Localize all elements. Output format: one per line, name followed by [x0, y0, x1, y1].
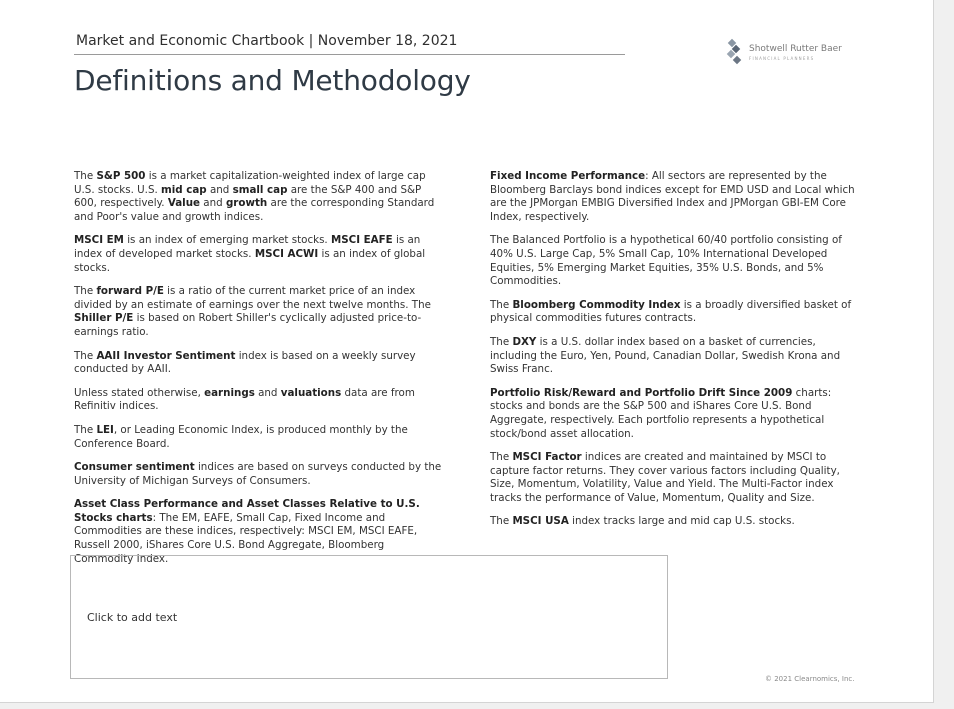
right-column	[490, 170, 865, 539]
definition-term: MSCI EM	[74, 234, 124, 247]
definition-term: LEI	[96, 423, 114, 436]
definition-text: and	[254, 386, 281, 399]
definition-term: Shiller P/E	[74, 312, 134, 325]
definition-text: is a ratio of the current market price of an index divided by an estimate of earnings over the next twelve months. The	[74, 285, 431, 311]
definition-text: is based on Robert Shiller's cyclically adjusted price-to-earnings ratio.	[74, 312, 422, 338]
logo-text: Shotwell Rutter Baer	[749, 44, 842, 54]
company-logo	[725, 38, 845, 70]
definition-text: The	[74, 170, 97, 182]
definition-text: charts: stocks and bonds are the S&P 500 and iShares Core U.S. Bond Aggregate, respectively. Each portfolio represents a hypothetical stock/bond asset allocation.	[490, 386, 832, 440]
definition-text: data are from Refinitiv indices.	[74, 386, 415, 413]
definition-text: is a market capitalization-weighted index of large cap U.S. stocks. U.S.	[74, 170, 426, 196]
definition-paragraph	[490, 299, 865, 326]
definition-term: Asset Class Performance and Asset Classes Relative to U.S. Stocks charts	[74, 498, 420, 524]
definition-text: is a U.S. dollar index based on a basket of currencies, including the Euro, Yen, Pound, Canadian Dollar, Swedish Krona and Swiss Franc.	[490, 335, 841, 376]
definition-text: : All sectors are represented by the Bloomberg Barclays bond indices except for EMD USD and Local which are the JPMorgan EMBIG Diversified Index and JPMorgan GBI-EM Core Index, respectively.	[490, 170, 855, 223]
header-title: Market and Economic Chartbook | November 18, 2021	[76, 33, 458, 49]
definition-text: , or Leading Economic Index, is produced monthly by the Conference Board.	[74, 423, 408, 450]
definition-term: MSCI Factor	[512, 451, 582, 464]
definition-text: The	[74, 285, 97, 298]
definition-paragraph	[490, 336, 865, 377]
definition-paragraph	[74, 461, 446, 488]
text-box-placeholder[interactable]: Click to add text	[87, 611, 178, 624]
definition-text: Unless stated otherwise,	[74, 386, 205, 399]
definition-term: MSCI ACWI	[254, 247, 319, 260]
definition-text: are the corresponding Standard and Poor's value and growth indices.	[74, 197, 435, 223]
definition-paragraph	[74, 285, 446, 339]
definition-paragraph	[490, 170, 865, 224]
page-title: Definitions and Methodology	[74, 64, 471, 97]
definition-paragraph	[74, 170, 446, 224]
definition-text: is a broadly diversified basket of physical commodities futures contracts.	[490, 298, 852, 325]
header-divider	[74, 54, 625, 55]
definition-term: forward P/E	[96, 285, 164, 298]
definition-paragraph	[74, 424, 446, 451]
copyright: © 2021 Clearnomics, Inc.	[765, 675, 855, 683]
definition-term: Value	[167, 197, 201, 210]
definition-text: The	[490, 451, 513, 464]
definition-text: The Balanced Portfolio is a hypothetical 60/40 portfolio consisting of 40% U.S. Large Cap, 5% Small Cap, 10% International Developed Equities, 5% Emerging Market Equities, 35% U.S. Bonds, and 5% Commodities.	[490, 234, 842, 288]
definition-text: The	[490, 298, 513, 311]
definition-paragraph	[490, 234, 865, 288]
definition-term: Portfolio Risk/Reward and Portfolio Drift Since 2009	[490, 386, 793, 399]
definition-term: DXY	[512, 335, 537, 348]
definition-text: and	[206, 183, 233, 196]
definition-term: growth	[225, 197, 268, 210]
definition-term: Consumer sentiment	[74, 461, 195, 474]
definition-term: Bloomberg Commodity Index	[512, 298, 681, 311]
definition-term: valuations	[280, 386, 342, 399]
definition-text: : The EM, EAFE, Small Cap, Fixed Income and Commodities are these indices, respectively: MSCI EM, MSCI EAFE, Russell 2000, iShares Core U.S. Bond Aggregate, Bloomberg Commodity Index.	[74, 511, 418, 565]
definition-text: indices are created and maintained by MSCI to capture factor returns. They cover various factors including Quality, Size, Momentum, Volatility, Value and Yield. The Multi-Factor index tracks the performance of Value, Momentum, Quality and Size.	[490, 451, 840, 504]
definition-term: mid cap	[161, 183, 207, 196]
left-column	[74, 170, 446, 576]
definition-text: The	[74, 423, 97, 436]
logo-mark-icon	[725, 38, 747, 70]
definition-paragraph	[74, 234, 446, 275]
definition-text: are the S&P 400 and S&P 600, respectively.	[74, 183, 422, 210]
definition-term: Fixed Income Performance	[490, 170, 646, 182]
definition-text: index is based on a weekly survey conducted by AAII.	[74, 349, 416, 376]
definition-paragraph	[74, 387, 446, 414]
definition-term: small cap	[232, 183, 288, 196]
definition-text: is an index of developed market stocks.	[74, 234, 421, 260]
definition-paragraph	[490, 387, 865, 441]
definition-text: index tracks large and mid cap U.S. stocks.	[568, 515, 795, 528]
definition-text: The	[490, 515, 513, 528]
definition-text: is an index of emerging market stocks.	[123, 234, 331, 247]
logo-subtext: FINANCIAL PLANNERS	[749, 56, 815, 61]
definition-term: earnings	[204, 386, 255, 399]
definition-term: AAII Investor Sentiment	[96, 349, 236, 362]
definition-text: indices are based on surveys conducted by the University of Michigan Surveys of Consumers.	[74, 461, 442, 487]
definition-text: is an index of global stocks.	[74, 247, 426, 274]
definition-term: MSCI EAFE	[330, 234, 393, 247]
definition-paragraph	[490, 451, 865, 505]
definition-paragraph	[74, 350, 446, 377]
definition-text: The	[490, 335, 513, 348]
definition-text: and	[200, 197, 226, 210]
definition-text: The	[74, 349, 97, 362]
definition-term: S&P 500	[96, 170, 146, 182]
definition-paragraph	[490, 515, 865, 529]
definition-term: MSCI USA	[512, 515, 569, 528]
